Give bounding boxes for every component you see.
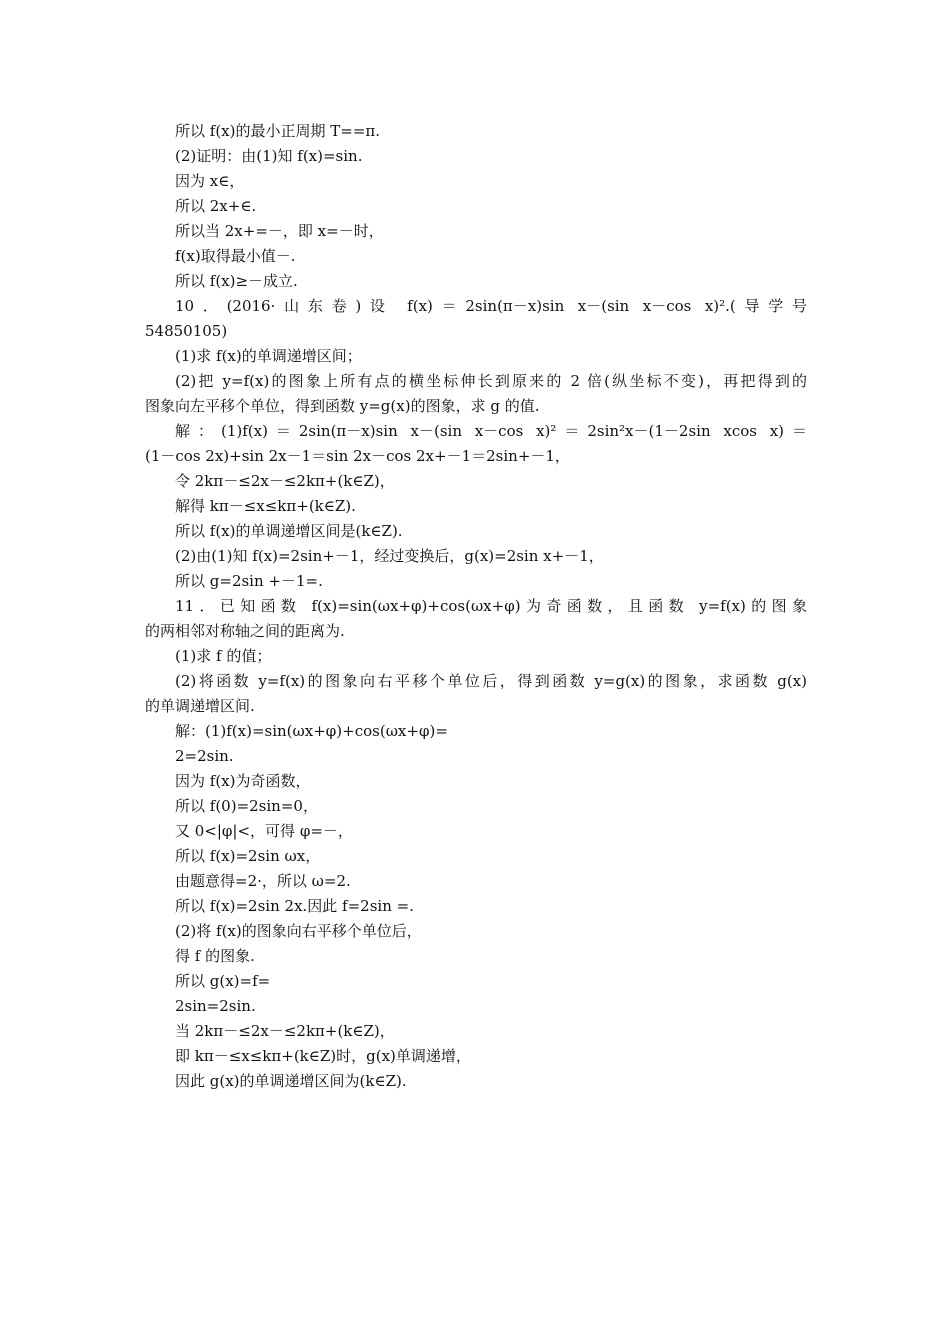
text-line-24: 的单调递增区间. — [145, 697, 255, 715]
text-line-26: 2=2sin. — [175, 747, 234, 765]
text-line-16: 解得 kπ－≤x≤kπ+(k∈Z). — [175, 497, 356, 515]
text-line-10: (1)求 f(x)的单调递增区间； — [175, 347, 362, 365]
problem-11-heading: 11．已知函数 f(x)=sin(ωx+φ)+cos(ωx+φ)为奇函数，且函数 y=f(x)的图象 — [175, 597, 807, 615]
text-line-6: f(x)取得最小值－. — [175, 247, 296, 265]
text-line-22: (1)求 f 的值； — [175, 647, 272, 665]
text-line-11: (2)把 y=f(x)的图象上所有点的横坐标伸长到原来的 2 倍(纵坐标不变)，再把得到的 — [175, 372, 807, 390]
text-line-13: 解：(1)f(x)＝2sin(π－x)sin x－(sin x－cos x)²＝2sin²x－(1－2sin xcos x)＝ — [175, 422, 807, 440]
text-line-17: 所以 f(x)的单调递增区间是(k∈Z). — [175, 522, 403, 540]
text-line-18: (2)由(1)知 f(x)=2sin+－1，经过变换后，g(x)=2sin x+－1， — [175, 547, 604, 565]
text-line-12: 图象向左平移个单位，得到函数 y=g(x)的图象，求 g 的值. — [145, 397, 540, 415]
text-line-2: (2)证明：由(1)知 f(x)=sin. — [175, 147, 363, 165]
text-line-21: 的两相邻对称轴之间的距离为. — [145, 622, 345, 640]
text-line-3: 因为 x∈， — [175, 172, 245, 190]
text-line-30: 所以 f(x)=2sin ωx， — [175, 847, 321, 865]
text-line-29: 又 0<|φ|<，可得 φ=－， — [175, 822, 353, 840]
text-line-32: 所以 f(x)=2sin 2x.因此 f=2sin =. — [175, 897, 414, 915]
text-line-23: (2)将函数 y=f(x)的图象向右平移个单位后，得到函数 y=g(x)的图象，求函数 g(x) — [175, 672, 807, 690]
document-page — [145, 119, 807, 1094]
text-line-36: 2sin=2sin. — [175, 997, 256, 1015]
text-line-39: 因此 g(x)的单调递增区间为(k∈Z). — [175, 1072, 407, 1090]
text-line-15: 令 2kπ－≤2x－≤2kπ+(k∈Z)， — [175, 472, 395, 490]
text-line-33: (2)将 f(x)的图象向右平移个单位后， — [175, 922, 422, 940]
text-line-14: (1－cos 2x)+sin 2x－1＝sin 2x－cos 2x+－1＝2sin+－1， — [145, 447, 570, 465]
text-line-38: 即 kπ－≤x≤kπ+(k∈Z)时，g(x)单调递增， — [175, 1047, 471, 1065]
text-line-34: 得 f 的图象. — [175, 947, 255, 965]
text-line-19: 所以 g=2sin +－1=. — [175, 572, 323, 590]
text-line-25: 解：(1)f(x)=sin(ωx+φ)+cos(ωx+φ)= — [175, 722, 448, 740]
problem-10-heading: 10．(2016·山东卷)设 f(x)＝2sin(π－x)sin x－(sin x－cos x)².(导学号 — [175, 297, 807, 315]
text-line-27: 因为 f(x)为奇函数， — [175, 772, 311, 790]
text-line-7: 所以 f(x)≥－成立. — [175, 272, 298, 290]
text-line-37: 当 2kπ－≤2x－≤2kπ+(k∈Z)， — [175, 1022, 395, 1040]
text-line-4: 所以 2x+∈. — [175, 197, 257, 215]
text-line-28: 所以 f(0)=2sin=0， — [175, 797, 318, 815]
text-line-35: 所以 g(x)=f= — [175, 972, 271, 990]
text-line-31: 由题意得=2·，所以 ω=2. — [175, 872, 351, 890]
text-line-1: 所以 f(x)的最小正周期 T==π. — [175, 122, 381, 140]
problem-10-number: 54850105) — [145, 322, 228, 340]
text-line-5: 所以当 2x+=－，即 x=－时， — [175, 222, 384, 240]
